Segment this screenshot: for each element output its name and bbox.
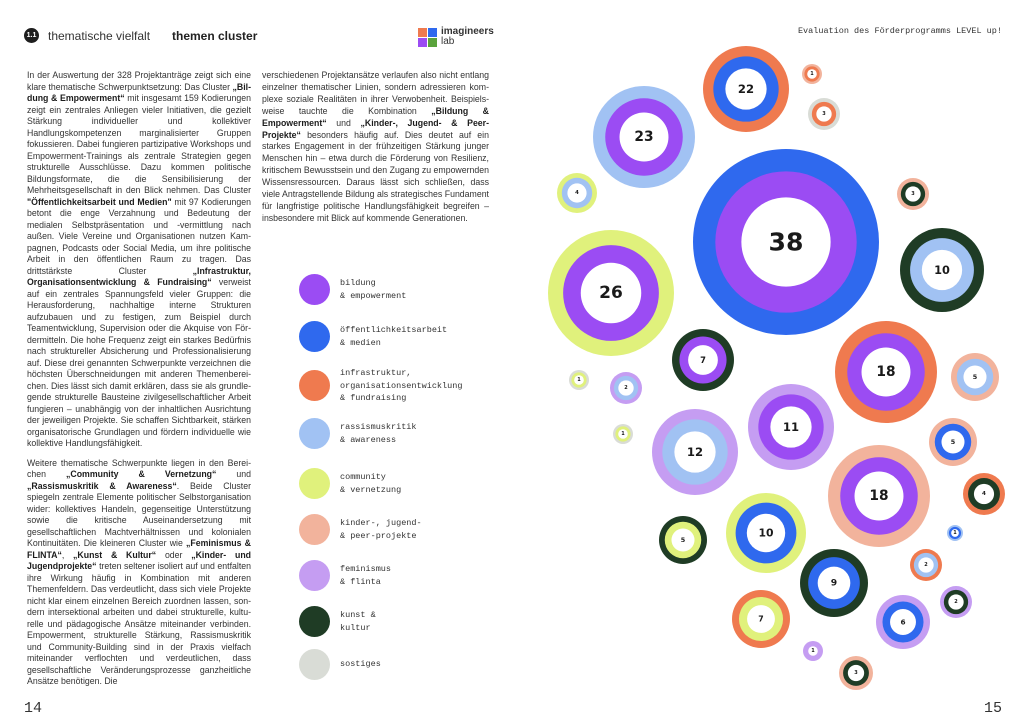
text-run: treten seltener isoliert auf und entfalten ihre Wirkung häufig in Kombination mit anderen Themenfeldern. Das verdeutlicht, dass sich viele Projekte nicht klar einem einzelnen Bereich zuordnen lassen, sondern intersektional arbeiten und dabei strukturelle, kulturelle und pädagogische Ansätze miteinander verbinden. Empowerment, strukturelle Stärkung, Rassismuskritik und Community-Building sind in der Praxis vielfach miteinander verflochten und verdeutlichen, dass gesellschaftliche Veränderungsprozesse ganzheitliche Ansätze benötigen. Die xyxy=(27,561,251,686)
bubble-1 xyxy=(803,641,823,661)
running-title: Evaluation des Förderprogramms LEVEL up! xyxy=(797,26,1002,36)
bubble-value-label: 26 xyxy=(599,283,623,303)
bubble-value-label: 12 xyxy=(686,445,704,459)
bubble-9 xyxy=(800,549,868,617)
bubble-1 xyxy=(569,370,589,390)
bubble-1 xyxy=(613,424,633,444)
bubble-2 xyxy=(910,549,942,581)
bubble-5 xyxy=(659,516,707,564)
text-run: und xyxy=(216,469,252,479)
bubble-value-label: 2 xyxy=(924,562,928,568)
emphasized-cluster-name: „Infrastruktur, Organisationsentwicklung & Fundraising“ xyxy=(27,265,251,287)
bubble-value-label: 5 xyxy=(680,536,686,544)
text-run: Weitere thematische Schwerpunkte liegen in den Bereichen xyxy=(27,457,251,479)
bubble-value-label: 9 xyxy=(830,577,838,589)
emphasized-cluster-name: „Community & Vernetzung“ xyxy=(66,469,217,479)
bubble-38 xyxy=(693,149,879,335)
bubble-value-label: 2 xyxy=(624,385,628,391)
bubble-value-label: 5 xyxy=(972,373,978,381)
text-run: besonders häufig auf. Dies deutet auf ein starkes Engagement in der frühzeitigen Stärkung junger Menschen hin – etwa durch die Förderung von Resilienz, kritischem Bewusstsein und den Zugang zu empowernden Wissensressourcen. Daraus lässt sich schließen, dass viele Antragstellende Bildung als strategisches Fundament für langfristige politische Handlungsfähigkeit begreifen – insbesondere mit Blick auf kommende Generationen. xyxy=(262,129,489,223)
bubble-12 xyxy=(652,409,738,495)
bubble-10 xyxy=(726,493,806,573)
bubble-3 xyxy=(897,178,929,210)
bubble-6 xyxy=(876,595,930,649)
emphasized-cluster-name: „Kinder- und Jugendprojekte“ xyxy=(27,549,252,571)
bubble-value-label: 1 xyxy=(953,530,957,536)
bubble-value-label: 10 xyxy=(758,526,774,540)
bubble-value-label: 1 xyxy=(811,648,815,654)
bubble-value-label: 10 xyxy=(934,263,950,277)
bubble-value-label: 18 xyxy=(869,488,889,504)
text-run: verschiedenen Projektansätze verlaufen also nicht entlang einzelner thematischer Linien, sondern adressieren komplexe soziale Realitäten in ihrer Verwobenheit. Beispielsweise tauchte die Kombination xyxy=(262,70,489,116)
bubble-value-label: 1 xyxy=(577,377,581,383)
section-number-badge: 1.1 xyxy=(24,28,39,43)
emphasized-cluster-name: „Bildung & Empowerment“ xyxy=(262,105,490,128)
text-run: , xyxy=(61,549,74,560)
page-number-right: 15 xyxy=(984,700,1003,717)
legend-label: community & vernetzung xyxy=(340,472,402,495)
bubble-1 xyxy=(802,64,822,84)
bubble-4 xyxy=(963,473,1005,515)
logo-text-line1: imagineers xyxy=(441,26,494,37)
text-run: mit 97 Kodierungen betont die enge Verzahnung und Bedeutung der medialen Selbstpräsentation und -vermittlung nach außen. Viele Vereine und Organisationen nutzen Kampagnen, Podcasts oder Social Media, um ihre politische Arbeit in den öffentlichen Raum zu tragen. Das drittstärkste Cluster xyxy=(27,196,251,276)
legend-label: kunst & kultur xyxy=(340,610,376,633)
legend-label: feminismus & flinta xyxy=(340,564,392,587)
emphasized-cluster-name: „Rassismuskritik & Awareness“ xyxy=(27,480,177,491)
legend-label: sostiges xyxy=(340,659,381,670)
bubble-value-label: 3 xyxy=(854,670,858,676)
bubble-value-label: 5 xyxy=(950,438,956,446)
bubble-1 xyxy=(947,525,963,541)
text-run: und xyxy=(326,117,361,128)
bubble-value-label: 2 xyxy=(954,599,958,605)
text-run: oder xyxy=(156,549,192,560)
bubble-value-label: 7 xyxy=(758,614,764,624)
bubble-26 xyxy=(548,230,674,356)
bubble-value-label: 3 xyxy=(911,191,915,197)
bubble-value-label: 1 xyxy=(810,71,814,77)
bubble-value-label: 3 xyxy=(822,111,826,117)
legend-label: rassismuskritik & awareness xyxy=(340,422,417,445)
bubble-value-label: 7 xyxy=(700,355,706,365)
bubble-value-label: 4 xyxy=(982,491,986,497)
legend-label: öffentlichkeitsarbeit & medien xyxy=(340,325,448,348)
emphasized-cluster-name: "Öffentlichkeitsarbeit und Medien" xyxy=(27,196,172,207)
bubble-value-label: 4 xyxy=(575,190,579,196)
bubble-3 xyxy=(808,98,840,130)
bubble-7 xyxy=(732,590,790,648)
bubble-2 xyxy=(940,586,972,618)
bubble-11 xyxy=(748,384,834,470)
legend-label: infrastruktur, organisationsentwicklung & fundraising xyxy=(340,368,463,403)
emphasized-cluster-name: „Kunst & Kultur“ xyxy=(73,549,157,560)
emphasized-cluster-name: „Bildung & Empowerment“ xyxy=(27,81,251,103)
bubble-value-label: 11 xyxy=(782,420,800,434)
bubble-value-label: 38 xyxy=(768,227,804,257)
emphasized-cluster-name: „Feminismus & FLINTA“ xyxy=(27,538,251,560)
bubble-5 xyxy=(929,418,977,466)
legend-label: bildung & empowerment xyxy=(340,278,407,301)
bubble-value-label: 18 xyxy=(876,364,896,380)
bubble-18 xyxy=(828,445,930,547)
bubble-22 xyxy=(703,46,789,132)
legend-label: kinder-, jugend- & peer-projekte xyxy=(340,518,422,541)
bubble-value-label: 6 xyxy=(900,617,906,627)
text-run: In der Auswertung der 328 Projektanträge zeigt sich eine klare thematische Schwerpunktsetzung: Das Cluster xyxy=(27,70,251,92)
bubble-10 xyxy=(900,228,984,312)
subsection-title: themen cluster xyxy=(172,29,258,43)
text-run: . Beide Cluster spiegeln zentrale Elemente politischer Selbstorganisation wider: kollektives Handeln, gegenseitige Unterstützung sowie die kritische Auseinandersetzung mit gesellschaftlichen Machtverhältnissen und kolonialen Kontinuitäten. Die kleineren Cluster wie xyxy=(27,480,252,548)
bubble-value-label: 1 xyxy=(621,431,625,437)
bubble-value-label: 22 xyxy=(737,82,755,96)
bubble-23 xyxy=(593,86,695,188)
text-run: mit insgesamt 159 Kodierungen zeigt ein zentrales Anliegen vieler Initiativen, die gezielt Stärkung individueller und kollektiver Handlungskompetenzen marginalisierter Gruppen fokussieren. Dabei fungieren partizipative Workshops und Empowerment-Trainings als zentrale Strategien gegen strukturelle Ausschlüsse. Dazu kommen politische Bildungsformate, die die Sensibilisierung der Mehrheitsgesellschaft in den Blick nehmen. Das Cluster xyxy=(27,93,251,195)
bubble-5 xyxy=(951,353,999,401)
bubble-4 xyxy=(557,173,597,213)
text-run: verweist auf ein zentrales Spannungsfeld vieler Gruppen: die Herausforderung, nachhaltige interne Strukturen aufzubauen und zu festigen, zum Beispiel durch Teamentwicklung, Supervision oder die Akquise von Fördermitteln. Die hohe Frequenz zeigt ein starkes Bedürfnis nach struktureller Absicherung und Professionalisierung auf. Diese drei genannten Schwerpunkte verzeichnen die höchsten Überschneidungen mit anderen Themenbereichen. Dies lässt sich damit erklären, dass sie als grundlegende strukturelle Bausteine zivilgesellschaftlicher Arbeit fungieren – unabhängig von der inhaltlichen Ausrichtung der jeweiligen Projekte. Sie schaffen Sichtbarkeit, stärken organisatorische Grundlagen und fördern individuelle wie kollektive Handlungsfähigkeit. xyxy=(27,277,251,448)
bubble-7 xyxy=(672,329,734,391)
bubble-value-label: 23 xyxy=(634,129,654,145)
logo-text-line2: lab xyxy=(441,36,455,47)
emphasized-cluster-name: „Kinder-, Jugend- & Peer-Projekte“ xyxy=(262,117,489,140)
page-number-left: 14 xyxy=(24,700,43,717)
section-title: thematische vielfalt xyxy=(48,29,151,43)
bubble-2 xyxy=(610,372,642,404)
bubble-3 xyxy=(839,656,873,690)
bubble-18 xyxy=(835,321,937,423)
